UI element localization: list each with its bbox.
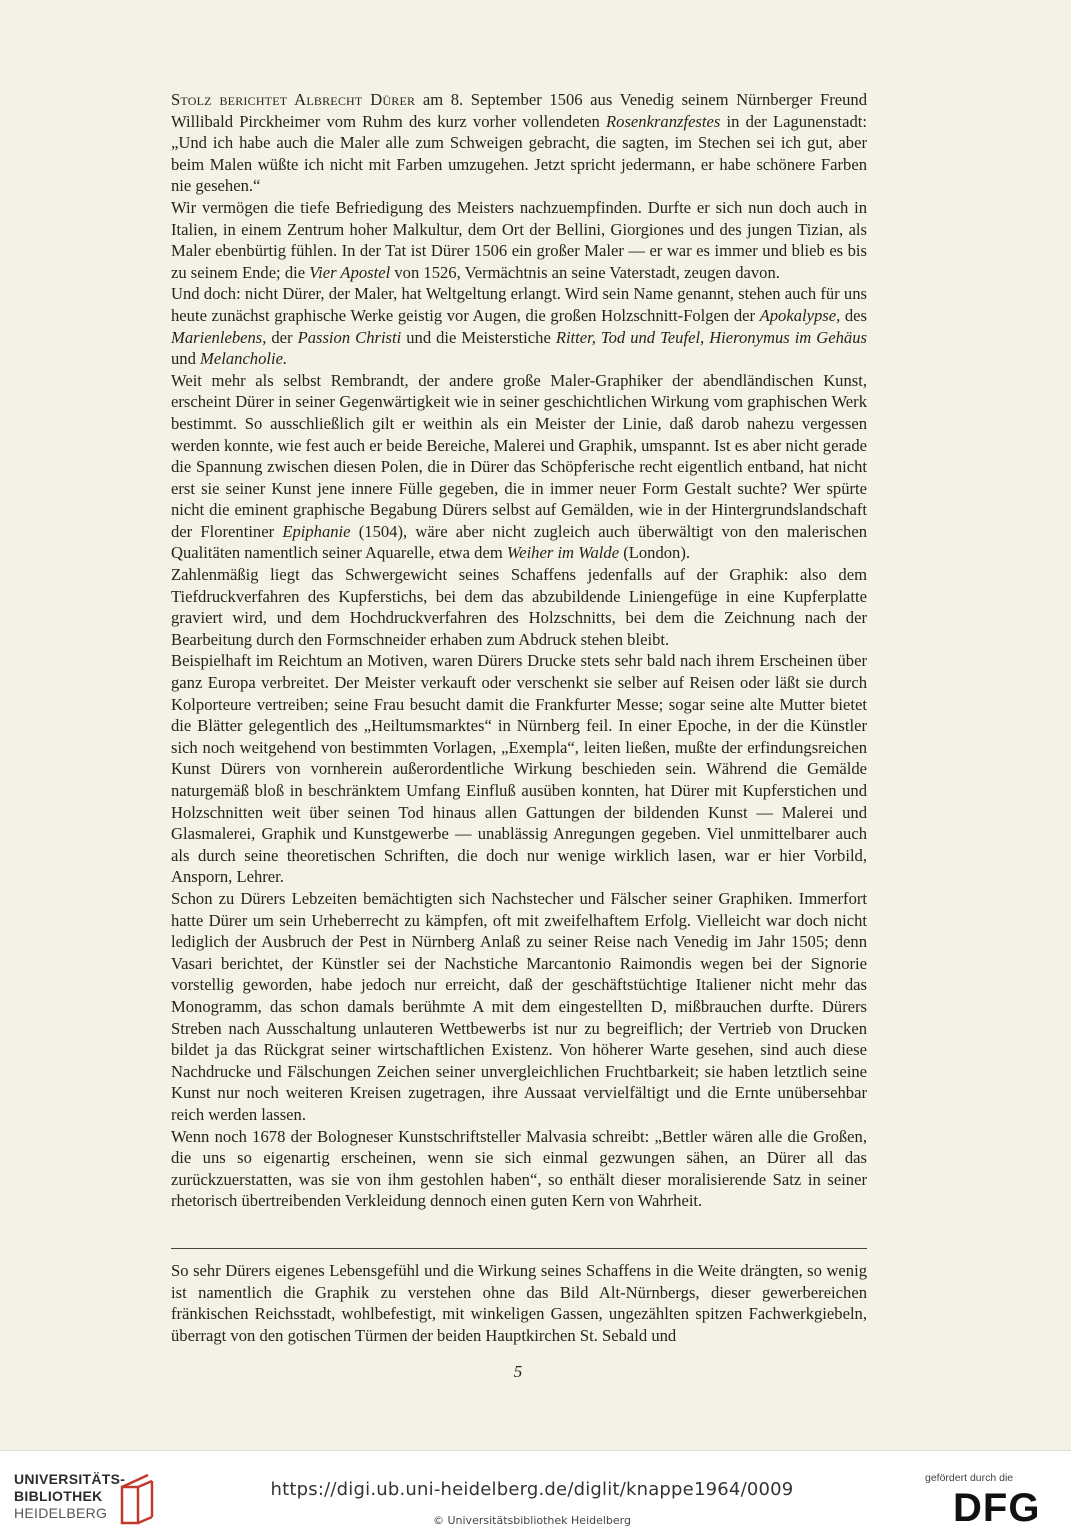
- viewer-footer: [0, 1450, 1071, 1540]
- italic-title: Ritter, Tod und Teufel, Hieronymus im Gehäus: [555, 327, 867, 347]
- text-run: am 8. September 1506 aus Venedig seinem Nürnberger Freund Willibald Pirckheimer vom Ruhm des kurz vorher vollendeten: [171, 90, 867, 131]
- paragraph: [171, 370, 867, 564]
- text-run: und: [171, 349, 201, 369]
- italic-title: Apokalypse,: [759, 305, 841, 325]
- dfg-logo[interactable]: DFG: [953, 1486, 1041, 1530]
- italic-title: Rosenkranzfestes: [606, 111, 721, 131]
- italic-title: Marienlebens,: [171, 327, 267, 347]
- text-run: des: [840, 305, 867, 325]
- paragraph: [171, 197, 867, 283]
- paragraph: [171, 650, 867, 888]
- text-run: (1504), wäre aber nicht zugleich auch überwältigt von den malerischen Qualitäten namentlich seiner Aquarelle, etwa dem: [171, 521, 868, 563]
- body-text: [171, 89, 867, 1212]
- text-run: und die Meisterstiche: [401, 327, 556, 347]
- paragraph: [171, 564, 867, 650]
- page-number: 5: [513, 1362, 523, 1381]
- italic-title: Epiphanie: [282, 521, 351, 541]
- text-run: Weit mehr als selbst Rembrandt, der andere große Maler-Graphiker der abendländischen Kunst, erscheint Dürer in seiner Gegenwärtigkeit wie in seiner geschichtlichen Wirkung vom graphischen Werk bestimmt. So ausschließlich gilt er weithin als ein Meister der Linie, daß darob nahezu vergessen werden konnte, wie fest auch er beide Bereiche, Malerei und Graphik, umspannt. Ist es aber nicht gerade die Spannung zwischen diesen Polen, die in Dürer das Schöpferische recht eigentlich entband, hat nicht erst sie seiner Kunst jene innere Fülle gegeben, die in immer neuer Form Gestalt suchte? Wer spürte nicht die eminent graphische Begabung Dürers selbst auf Gemälden, wie in der Hintergrundslandschaft der Florentiner: [171, 370, 867, 541]
- paragraph: [171, 888, 867, 1126]
- paragraph: [171, 283, 867, 369]
- library-mark-icon: [112, 1473, 160, 1525]
- text-run: Zahlenmäßig liegt das Schwergewicht seines Schaffens jedenfalls auf der Graphik: also dem Tiefdruckverfahren des Kupferstichs, bei dem das abzubildende Liniengefüge in eine Kupferplatte graviert wird, und dem Hochdruckverfahren des Holzschnitts, bei dem die Zeichnung nach der Bearbeitung durch den Formschneider erhaben zum Abdruck stehen bleibt.: [171, 565, 867, 649]
- text-run: Wenn noch 1678 der Bologneser Kunstschriftsteller Malvasia schreibt: „Bettler wären alle die Großen, die uns so eigenartig erscheinen, wenn sie sich einmal gezwungen sähen, an Dürer all das zurückzuerstatten, was sie von ihm gestohlen haben“, so enthält dieser moralisierende Satz in seiner rhetorisch übertreibenden Verkleidung dennoch einen guten Kern von Wahrheit.: [171, 1126, 867, 1211]
- continuation-paragraph: So sehr Dürers eigenes Lebensgefühl und die Wirkung seines Schaffens in die Weite drängten, so wenig ist namentlich die Graphik zu verstehen ohne das Bild Alt-Nürnbergs, dieser gewerbereichen fränkischen Reichsstadt, wohlbefestigt, mit winkeligen Gassen, ungezählten spitzen Fachwerkgiebeln, überragt von den gotischen Türmen der beiden Hauptkirchen St. Sebald und: [171, 1261, 867, 1345]
- italic-title: Vier Apostel: [309, 262, 391, 282]
- permalink-url[interactable]: https://digi.ub.uni-heidelberg.de/diglit/knappe1964/0009: [270, 1479, 794, 1500]
- italic-title: Passion Christi: [297, 327, 402, 347]
- text-run: Und doch: nicht Dürer, der Maler, hat Weltgeltung erlangt. Wird sein Name genannt, stehen auch für uns heute zunächst graphische Werke geistig vor Augen, die großen Holzschnitt-Folgen der: [171, 284, 867, 325]
- italic-title: Melancholie.: [200, 349, 288, 369]
- text-run: Wir vermögen die tiefe Befriedigung des Meisters nachzuempfinden. Durfte er sich nun doch auch in Italien, in einem Zentrum hoher Malkultur, dem Ort der Bellini, Giorgiones und des jungen Tizian, als Maler ebenbürtig fühlen. In der Tat ist Dürer 1506 ein großer Maler — er war es immer und blieb es bis zu seinem Ende; die: [171, 197, 867, 282]
- funding-caption: gefördert durch die: [925, 1472, 1014, 1484]
- copyright-notice: © Universitätsbibliothek Heidelberg: [432, 1514, 631, 1527]
- italic-title: Weiher im Walde: [506, 543, 620, 563]
- text-run: in der Lagunenstadt: „Und ich habe auch die Maler alle zum Schweigen gebracht, die sagten, im Stechen sei ich gut, aber beim Malen wüßte ich nicht mit Farben umzugehen. Jetzt spricht jedermann, er habe schönere Farben nie gesehen.“: [171, 111, 868, 196]
- section-rule: [171, 1248, 867, 1249]
- text-run: Schon zu Dürers Lebzeiten bemächtigten sich Nachstecher und Fälscher seiner Graphiken. Immerfort hatte Dürer um sein Urheberrecht zu kämpfen, oft mit zweifelhaftem Erfolg. Vielleicht war doch nicht lediglich der Ausbruch der Pest in Nürnberg Anlaß zu seiner Reise nach Venedig im Jahr 1505; denn Vasari berichtet, der Künstler sei der Nachstiche Marcantonio Raimondis wegen bei der Signorie vorstellig geworden, habe jedoch nur erreicht, daß der geschäftstüchtige Italiener nicht mehr das Monogramm, das schon damals berühmte A mit dem eingestellten D, mißbrauchen durfte. Dürers Streben nach Ausschaltung unlauteren Wettbewerbs ist nur zu begreiflich; der Vertrieb von Drucken bildet ja das Rückgrat seiner wirtschaftlichen Existenz. Von höherer Warte gesehen, sind auch diese Nachdrucke und Fälschungen Zeichen seiner unvergleichlichen Fruchtbarkeit; sie haben letztlich seine Kunst nur noch weiteren Kreisen zugetragen, ihre Aussaat vervielfältigt und die Ernte unübersehbar reich werden lassen.: [171, 888, 867, 1124]
- text-run: von 1526, Vermächtnis an seine Vaterstadt, zeugen davon.: [390, 262, 780, 282]
- intro-small-caps: Stolz berichtet Albrecht Dürer: [171, 90, 416, 109]
- paragraph: [171, 89, 867, 197]
- text-run: (London).: [619, 543, 691, 563]
- paragraph: [171, 1126, 867, 1212]
- library-name: UNIVERSITÄTS- BIBLIOTHEK HEIDELBERG: [14, 1471, 126, 1521]
- text-run: der: [266, 327, 298, 347]
- text-run: Beispielhaft im Reichtum an Motiven, waren Dürers Drucke stets sehr bald nach ihrem Erscheinen über ganz Europa verbreitet. Der Meister verkauft oder verschenkt sie selber auf Reisen oder läßt sie durch Kolporteure vertreiben; seine Frau besucht damit die Frankfurter Messe; sogar seine alte Mutter bietet die Blätter gelegentlich des „Heiltumsmarktes“ in Nürnberg feil. In einer Epoche, in der die Künstler sich noch weitgehend von bestimmten Vorlagen, „Exempla“, leiten ließen, mußte der erfindungsreichen Kunst Dürers von vornherein außerordentliche Wirkung beschieden sein. Während die Gemälde naturgemäß bloß in beschränktem Umfang Einfluß ausüben konnten, hat Dürer mit Kupferstichen und Holzschnitten weit über seinen Tod hinaus allen Gattungen der bildenden Kunst — Malerei und Glasmalerei, Graphik und Kunstgewerbe — unablässig Anregungen gegeben. Viel unmittelbarer auch als durch seine theoretischen Schriften, die doch nur wenige wirklich lasen, war er hier Vorbild, Ansporn, Lehrer.: [171, 651, 867, 887]
- ub-heidelberg-logo[interactable]: [14, 1471, 234, 1531]
